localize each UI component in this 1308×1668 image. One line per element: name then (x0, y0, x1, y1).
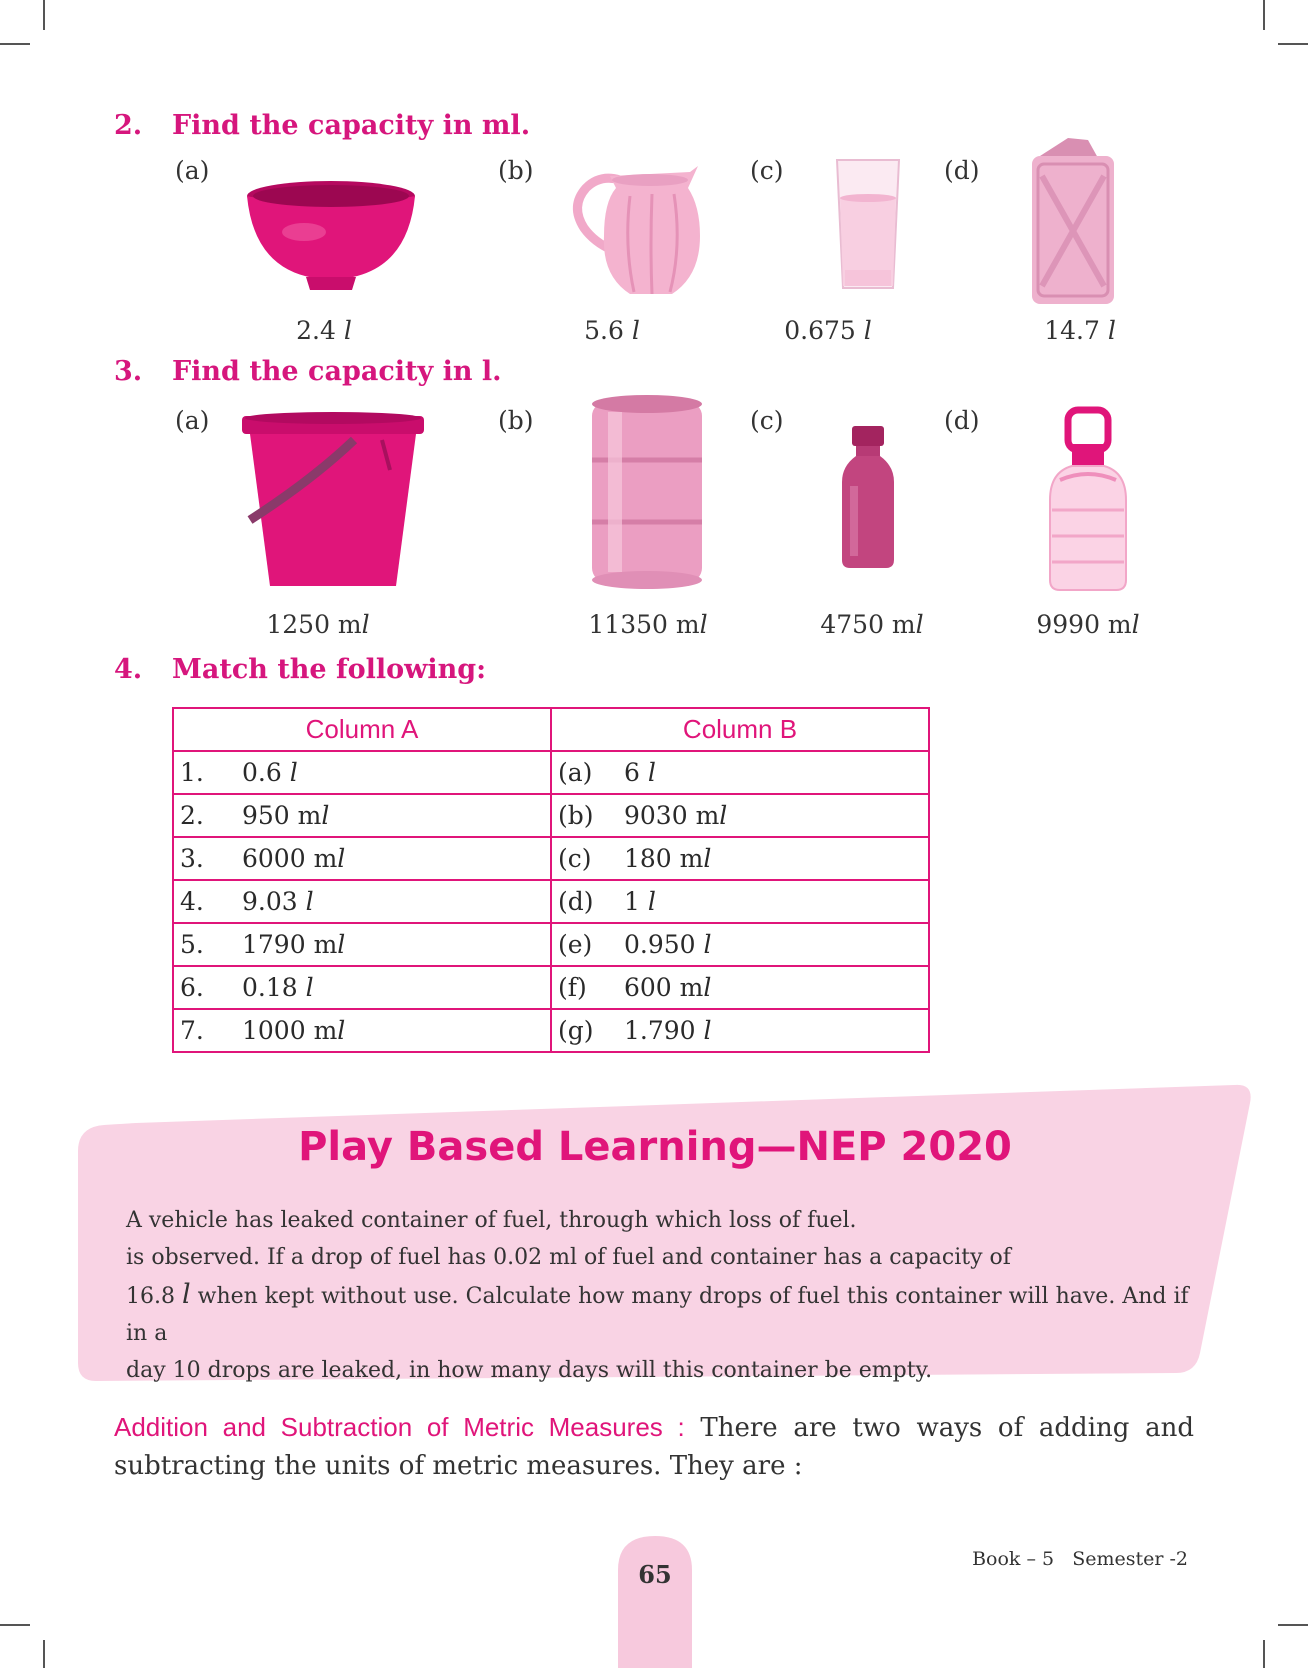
column-a-cell: 6. 0.18 l (173, 966, 551, 1009)
table-row (173, 794, 929, 837)
q3-item-b-label: (b) (498, 406, 534, 435)
section-heading: Addition and Subtraction of Metric Measures : (114, 1412, 685, 1442)
question-2-number: 2. (114, 110, 143, 141)
q2-item-a-label: (a) (175, 156, 210, 185)
match-table (172, 707, 930, 1053)
q2-item-b-label: (b) (498, 156, 534, 185)
table-row (173, 837, 929, 880)
footer-book-info: Book – 5 Semester -2 (972, 1548, 1188, 1570)
page-number: 65 (638, 1560, 672, 1589)
column-b-header: Column B (551, 708, 929, 751)
drum-icon (590, 394, 704, 590)
question-4-title: Match the following: (172, 654, 487, 685)
column-a-cell: 4. 9.03 l (173, 880, 551, 923)
banner-text (126, 1202, 1206, 1389)
banner-title: Play Based Learning—NEP 2020 (298, 1124, 1012, 1170)
bucket-icon (242, 410, 424, 588)
q2-item-c-label: (c) (750, 156, 784, 185)
banner-line-1: A vehicle has leaked container of fuel, through which loss of fuel. (126, 1208, 857, 1233)
glass-icon (835, 158, 901, 292)
table-row (173, 923, 929, 966)
page-number-tab (618, 1536, 692, 1668)
column-b-cell: (g) 1.790 l (551, 1009, 929, 1052)
column-b-cell: (c) 180 ml (551, 837, 929, 880)
question-2-title: Find the capacity in ml. (172, 110, 531, 141)
jerrycan-icon (1028, 136, 1118, 308)
table-row (173, 751, 929, 794)
q2-item-d-label: (d) (944, 156, 980, 185)
table-row (173, 880, 929, 923)
q3-item-c-capacity: 4750 ml (820, 610, 924, 639)
q3-item-a-capacity: 1250 ml (266, 610, 370, 639)
question-3-number: 3. (114, 356, 143, 387)
crop-mark (0, 1624, 30, 1626)
q3-item-d-capacity: 9990 ml (1036, 610, 1140, 639)
section-text: There are two ways of adding and subtracting the units of metric measures. They are : (114, 1413, 1194, 1481)
column-b-cell: (b) 9030 ml (551, 794, 929, 837)
banner-line-2: is observed. If a drop of fuel has 0.02 ml of fuel and container has a capacity of (126, 1245, 1011, 1270)
question-4-number: 4. (114, 654, 143, 685)
column-a-header: Column A (173, 708, 551, 751)
column-b-cell: (a) 6 l (551, 751, 929, 794)
q2-item-c-capacity: 0.675 l (784, 316, 872, 345)
q3-item-a-label: (a) (175, 406, 210, 435)
question-3-title: Find the capacity in l. (172, 356, 502, 387)
q3-item-c-label: (c) (750, 406, 784, 435)
crop-mark (43, 1640, 45, 1668)
section-paragraph (114, 1408, 1194, 1485)
q2-item-d-capacity: 14.7 l (1044, 316, 1116, 345)
column-a-cell: 5. 1790 ml (173, 923, 551, 966)
table-header-row (173, 708, 929, 751)
q2-item-a-capacity: 2.4 l (296, 316, 352, 345)
q3-item-b-capacity: 11350 ml (588, 610, 708, 639)
column-b-cell: (e) 0.950 l (551, 923, 929, 966)
column-a-cell: 1. 0.6 l (173, 751, 551, 794)
column-a-cell: 7. 1000 ml (173, 1009, 551, 1052)
bowl-icon (244, 180, 418, 292)
crop-mark (43, 0, 45, 30)
column-b-cell: (f) 600 ml (551, 966, 929, 1009)
crop-mark (1263, 1640, 1265, 1668)
jug-icon (560, 166, 708, 300)
column-a-cell: 2. 950 ml (173, 794, 551, 837)
column-a-cell: 3. 6000 ml (173, 837, 551, 880)
banner-line-4: day 10 drops are leaked, in how many days will this container be empty. (126, 1358, 933, 1383)
water-can-icon (1046, 410, 1130, 592)
table-row (173, 966, 929, 1009)
crop-mark (1278, 43, 1308, 45)
q2-item-b-capacity: 5.6 l (584, 316, 640, 345)
crop-mark (1278, 1624, 1308, 1626)
bottle-icon (842, 426, 894, 568)
crop-mark (1263, 0, 1265, 30)
banner-line-3: 16.8 l when kept without use. Calculate how many drops of fuel this container will have. And if in a (126, 1279, 1189, 1346)
q3-item-d-label: (d) (944, 406, 980, 435)
column-b-cell: (d) 1 l (551, 880, 929, 923)
table-row (173, 1009, 929, 1052)
crop-mark (0, 43, 30, 45)
